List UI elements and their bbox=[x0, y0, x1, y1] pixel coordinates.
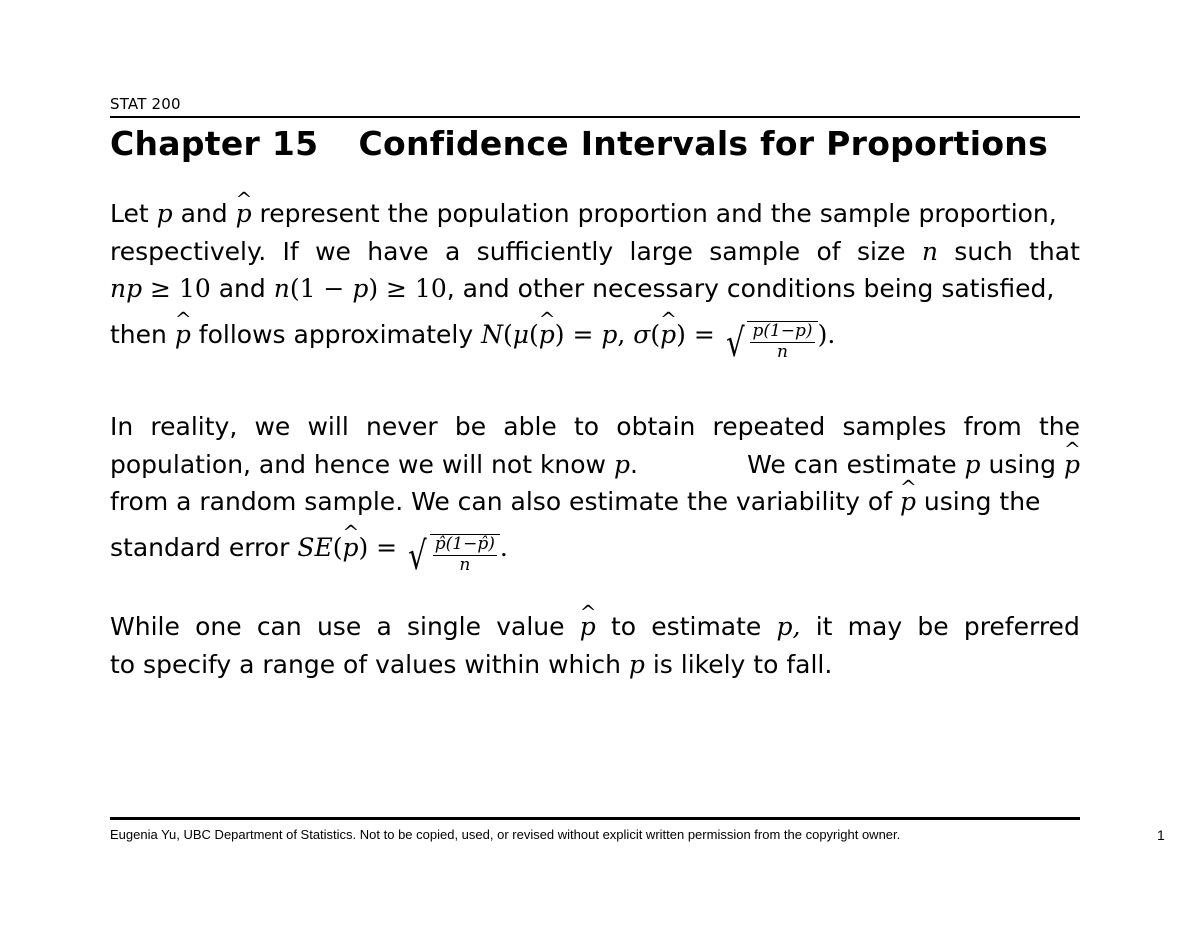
sigma-sqrt-formula: √ $\frac{p(1-p)}{n}$ bbox=[723, 321, 818, 364]
p2-line-3: from a random sample. We can also estimate the variability of ^ p using the bbox=[110, 483, 1080, 521]
paragraph-1 bbox=[110, 195, 1080, 367]
p3-line-1: While one can use a single value ^ p to estimate p, it may be preferred bbox=[110, 608, 1080, 646]
p1-line-3: np ≥ 10 and n(1 − p) ≥ 10, and other necessary conditions being satisfied, bbox=[110, 274, 1055, 303]
course-label: STAT 200 bbox=[110, 95, 181, 113]
footer-copyright: Eugenia Yu, UBC Department of Statistics. Not to be copied, used, or revised without explicit written permission from the copyright owner. bbox=[110, 827, 901, 842]
page-number: 1 bbox=[1157, 827, 1165, 843]
se-sqrt-formula: √ $\frac{p̂(1-p̂)}{n}$ bbox=[405, 534, 500, 577]
p2-line-4: standard error SE(^ p) = √ $\frac{p̂(1-p̂)}{n}$ . bbox=[110, 529, 1080, 578]
title-chapter: Chapter 15 bbox=[110, 124, 319, 163]
p1-line-4: then ^ p follows approximately N(μ(^ p) = p, σ(^ p) = √ $\frac{p(1-p)}{n}$ ). bbox=[110, 316, 1080, 365]
paragraph-2 bbox=[110, 408, 1080, 580]
p1-line-1: Let p and ^ p represent the population proportion and the sample proportion, bbox=[110, 195, 1080, 233]
header-rule bbox=[110, 116, 1080, 118]
p3-line-2: to specify a range of values within which p is likely to fall. bbox=[110, 649, 833, 679]
p2-line-1: In reality, we will never be able to obtain repeated samples from the bbox=[110, 412, 1080, 441]
footer-rule bbox=[110, 817, 1080, 820]
page-title bbox=[110, 124, 1048, 163]
p2-line-2: population, and hence we will not know p. We can estimate p using ^ p bbox=[110, 446, 1080, 484]
paragraph-3 bbox=[110, 608, 1080, 683]
title-text: Confidence Intervals for Proportions bbox=[358, 124, 1049, 163]
p1-line-2: respectively. If we have a sufficiently large sample of size n such that bbox=[110, 236, 1080, 266]
